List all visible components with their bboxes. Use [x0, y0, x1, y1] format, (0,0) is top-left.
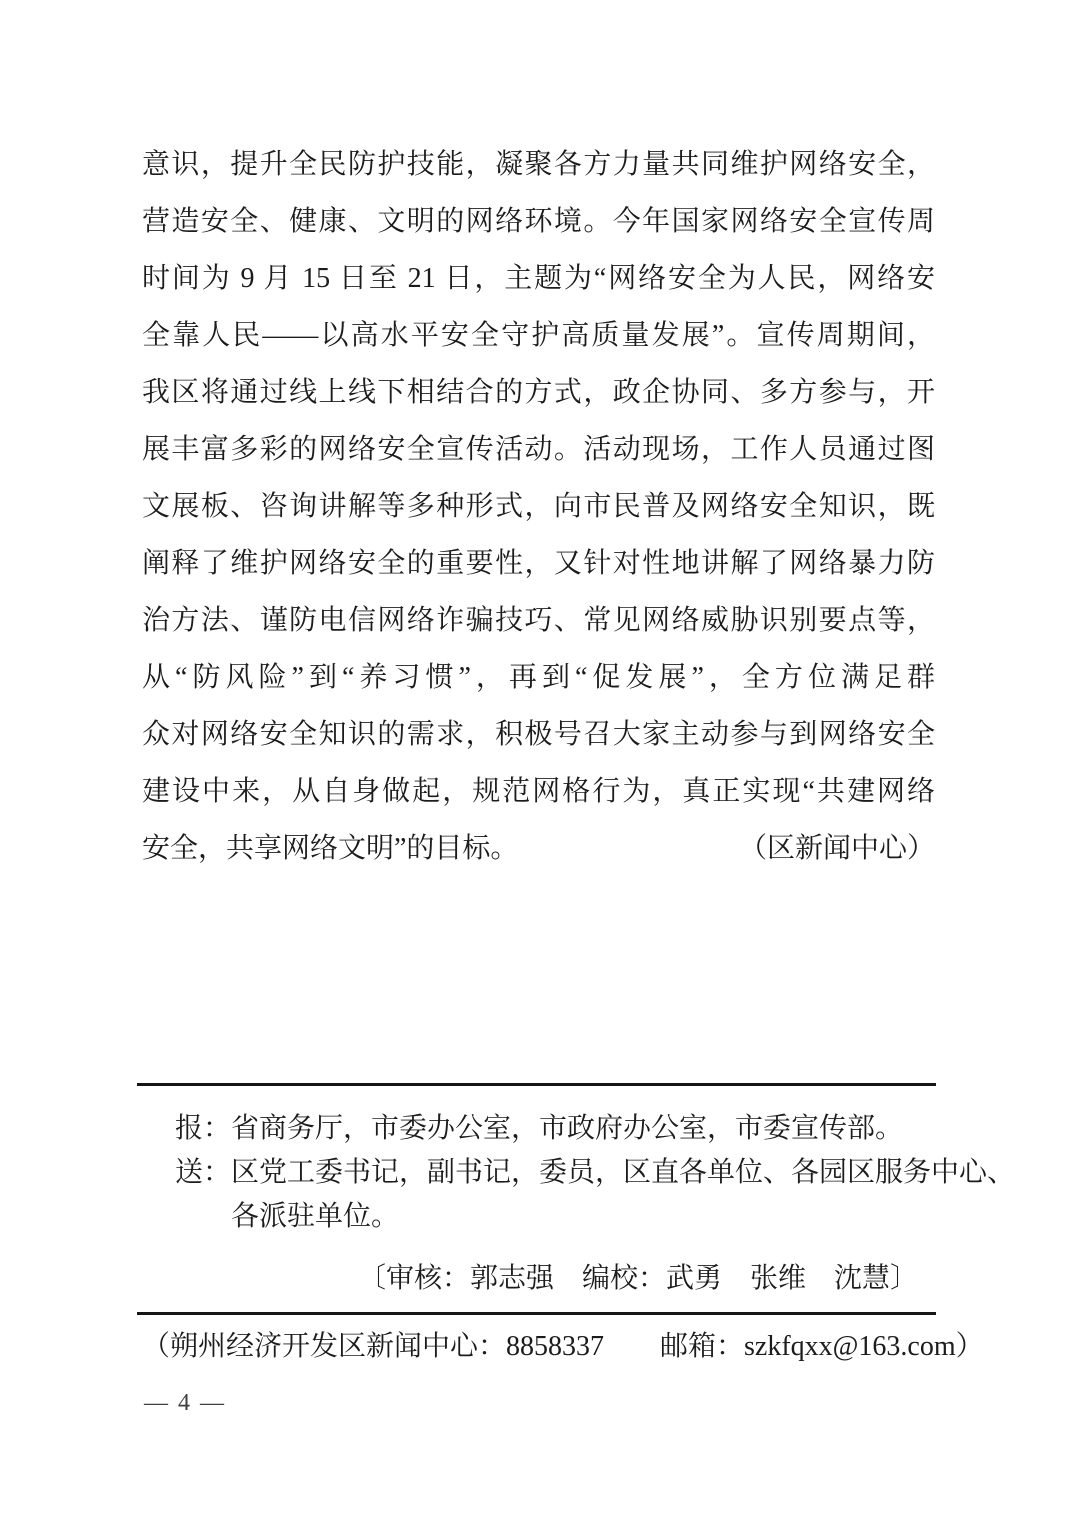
body-line: 营造安全、健康、文明的网络环境。今年国家网络安全宣传周 [142, 206, 935, 237]
send-label: 送： [175, 1157, 232, 1188]
body-line: 治方法、谨防电信网络诈骗技巧、常见网络威胁识别要点等， [142, 605, 935, 636]
body-line: 时间为 9 月 15 日至 21 日，主题为“网络安全为人民，网络安 [142, 263, 935, 294]
body-line: 众对网络安全知识的需求，积极号召大家主动参与到网络安全 [142, 719, 935, 750]
page-number: — 4 — [144, 1390, 226, 1416]
body-paragraph [142, 136, 935, 877]
body-last-line-text: 安全，共享网络文明”的目标。 [142, 833, 519, 864]
separator-line-top [137, 1083, 936, 1086]
send-text-line: 区党工委书记，副书记，委员，区直各单位、各园区服务中心、 [231, 1157, 1016, 1188]
body-line: 全靠人民——以高水平安全守护高质量发展”。宣传周期间， [142, 320, 935, 351]
body-line: 意识，提升全民防护技能，凝聚各方力量共同维护网络安全， [142, 149, 935, 180]
byline-news-center: （区新闻中心） [738, 833, 935, 864]
report-row [175, 1107, 995, 1151]
report-text: 省商务厅，市委办公室，市政府办公室，市委宣传部。 [231, 1113, 904, 1144]
body-last-line [142, 820, 935, 877]
send-text-line: 各派驻单位。 [231, 1201, 400, 1232]
body-line: 从“防风险”到“养习惯”，再到“促发展”，全方位满足群 [142, 662, 935, 693]
body-line: 文展板、咨询讲解等多种形式，向市民普及网络安全知识，既 [142, 491, 935, 522]
report-label: 报： [175, 1113, 232, 1144]
contact-info-line: （朔州经济开发区新闻中心：8858337 邮箱：szkfqxx@163.com） [142, 1331, 984, 1362]
review-credits-line: 〔审核：郭志强 编校：武勇 张维 沈慧〕 [357, 1263, 918, 1294]
body-line: 建设中来，从自身做起，规范网格行为，真正实现“共建网络 [142, 776, 935, 807]
body-line: 展丰富多彩的网络安全宣传活动。活动现场，工作人员通过图 [142, 434, 935, 465]
send-row [175, 1151, 1016, 1239]
body-line: 阐释了维护网络安全的重要性，又针对性地讲解了网络暴力防 [142, 548, 935, 579]
body-line: 我区将通过线上线下相结合的方式，政企协同、多方参与，开 [142, 377, 935, 408]
separator-line-bottom [137, 1312, 936, 1315]
distribution-list [175, 1107, 1016, 1239]
